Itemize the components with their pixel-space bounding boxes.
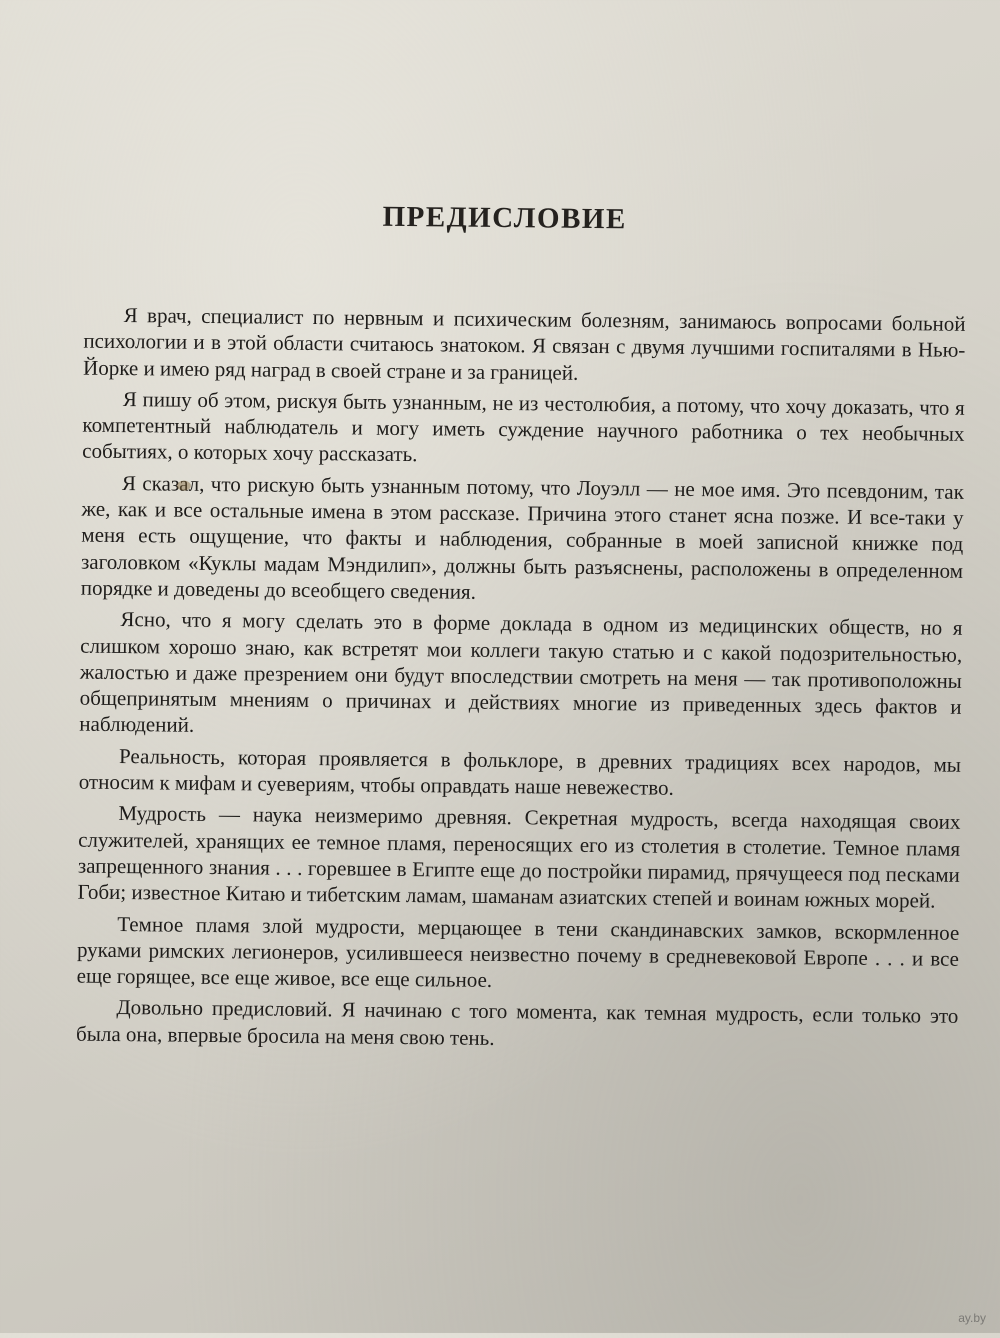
watermark: ay.by [958, 1311, 986, 1325]
paper-stain [177, 481, 191, 491]
paragraph: Я врач, специалист по нервным и психическим болезням, занимаюсь вопросами больной психологии и в этой области считаюсь знатоком. Я связан с двумя лучшими госпиталями в Нью-Йорке и имею ряд наград в своей стране и за границей. [82, 303, 966, 385]
paragraph: Довольно предисловий. Я начинаю с того момента, как темная мудрость, если только это была она, впервые бросила на меня свою тень. [76, 995, 959, 1050]
paragraph: Темное пламя злой мудрости, мерцающее в тени скандинавских замков, вскормленное руками римских легионеров, усилившееся неизвестно почему в средневековой Европе . . . и все еще горящее, все еще живое, все еще сильное. [76, 911, 960, 993]
body-text [76, 302, 966, 1061]
paragraph: Я сказал, что рискую быть узнанным потому, что Лоуэлл — не мое имя. Это псевдоним, так же, как и все остальные имена в этом рассказе. Причина этого станет ясна позже. И все-таки у меня есть ощущение, что факты и наблюдения, собранные в моей записной книжке под заголовком «Куклы мадам Мэндилип», должны быть разъяснены, расположены в определенном порядке и доведены до всеобщего сведения. [80, 470, 964, 604]
page-title: ПРЕДИСЛОВИЕ [382, 200, 627, 236]
paragraph: Я пишу об этом, рискуя быть узнанным, не из честолюбия, а потому, что хочу доказать, что я компетентный наблюдатель и могу иметь суждение научного работника о тех необычных событиях, о которых хочу рассказать. [82, 386, 965, 467]
paragraph: Мудрость — наука неизмеримо древняя. Секретная мудрость, всегда находящая своих служителей, хранящих ее темное пламя, переносящих его из столетия в столетие. Темное пламя запрещенного знания . . . горевшее в Египте еще до постройки пирамид, прячущееся под песками Гоби; известное Китаю и тибетским ламам, шаманам азиатских степей и воинам южных морей. [77, 801, 961, 913]
paragraph: Ясно, что я могу сделать это в форме доклада в одном из медицинских обществ, но я слишком хорошо знаю, как встретят мои коллеги такую статью и с какой подозрительностью, жалостью и даже презрением они будут впоследствии смотреть на меня — так противоположны общепринятым мнениям о причинах и действиях многие из приведенных здесь фактов и наблюдений. [79, 607, 963, 738]
paragraph: Реальность, которая проявляется в фольклоре, в древних традициях всех народов, мы относим к мифам и суевериям, чтобы оправдать наше невежество. [78, 743, 962, 800]
